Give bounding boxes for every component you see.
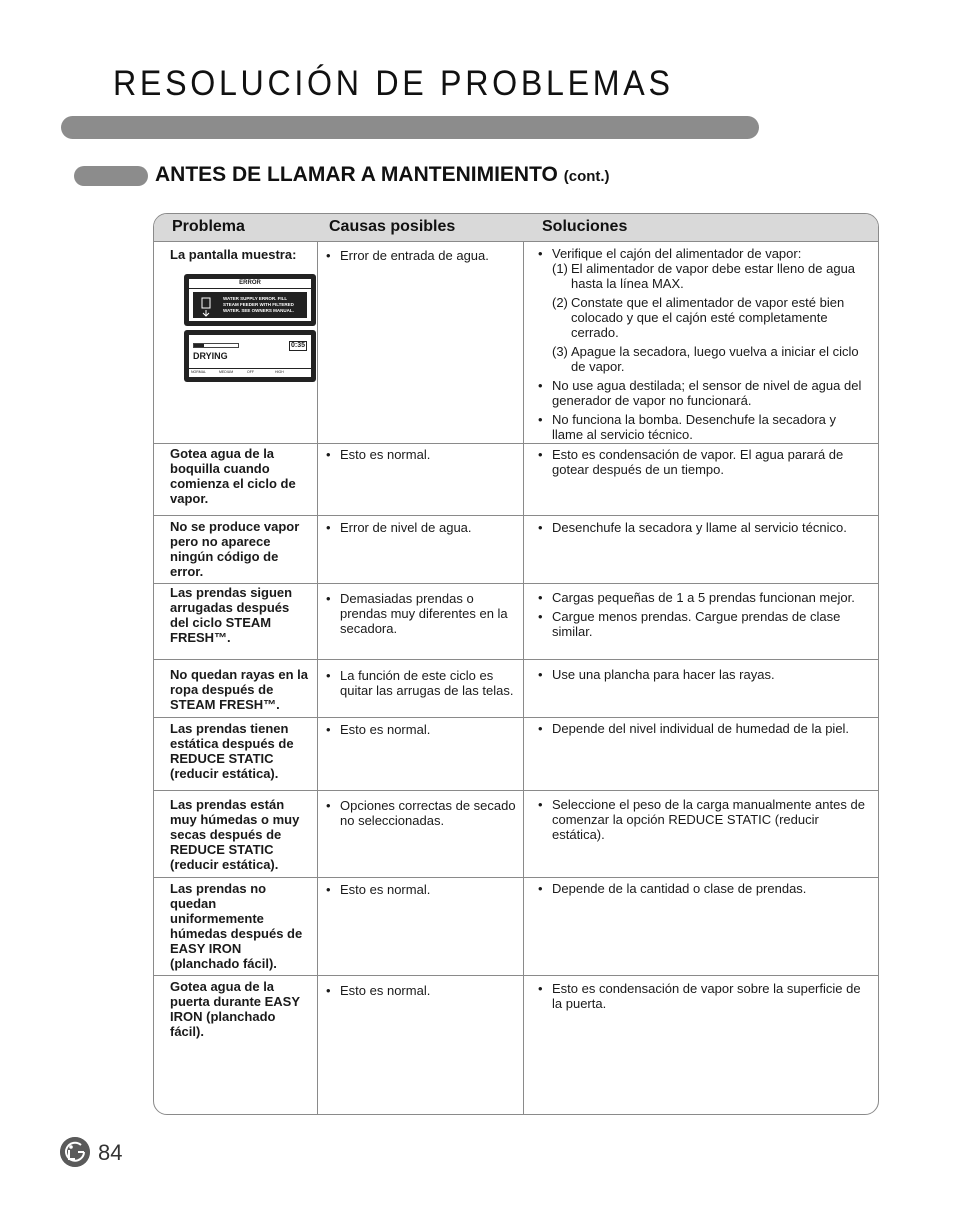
drying-options [189, 368, 311, 377]
solution-item: • Esto es condensación de vapor sobre la superficie de la puerta. [538, 981, 868, 1011]
control-panel-display-image [184, 274, 316, 382]
cause-cell [326, 882, 516, 901]
drying-progress-bar [193, 343, 239, 348]
subitem-number: (1) [552, 261, 568, 276]
solution-item: • Esto es condensación de vapor. El agua parará de gotear después de un tiempo. [538, 447, 868, 477]
table-header [154, 214, 878, 242]
option-label: HIGH [275, 370, 284, 374]
drying-label: DRYING [193, 351, 228, 361]
problem-cell: No quedan rayas en la ropa después de STEAM FRESH™. [170, 667, 308, 712]
solution-subitem [552, 295, 868, 340]
column-divider [317, 242, 318, 1114]
problem-cell: Las prendas no quedan uniformemente húmedas después de EASY IRON (planchado fácil). [170, 881, 303, 971]
cause-cell [326, 798, 516, 832]
cause-item: • La función de este ciclo es quitar las arrugas de las telas. [326, 668, 516, 698]
header-causes: Causas posibles [329, 218, 456, 235]
option-label: MEDIUM [219, 370, 234, 374]
subitem-text: Apague la secadora, luego vuelva a iniciar el ciclo de vapor. [571, 344, 859, 374]
cause-cell [326, 668, 516, 702]
cause-item: • Opciones correctas de secado no seleccionadas. [326, 798, 516, 828]
problem-cell: Gotea agua de la puerta durante EASY IRON (planchado fácil). [170, 979, 300, 1039]
solution-cell [538, 246, 868, 446]
solution-subitem [552, 261, 868, 291]
solution-cell [538, 721, 868, 740]
solution-item: • Verifique el cajón del alimentador de vapor: [538, 246, 868, 261]
cause-cell [326, 722, 516, 741]
solution-item: • Depende de la cantidad o clase de prendas. [538, 881, 868, 896]
cause-cell [326, 248, 516, 267]
cause-item: • Esto es normal. [326, 882, 516, 897]
row-divider [154, 717, 878, 718]
problem-cell: Las prendas tienen estática después de REDUCE STATIC (reducir estática). [170, 721, 294, 781]
section-cont: (cont.) [563, 168, 610, 185]
problem-cell: Las prendas están muy húmedas o muy secas después de REDUCE STATIC (reducir estática). [170, 797, 300, 872]
solution-item: • No funciona la bomba. Desenchufe la secadora y llame al servicio técnico. [538, 412, 868, 442]
subitem-text: El alimentador de vapor debe estar lleno de agua hasta la línea MAX. [571, 261, 856, 291]
cause-item: • Esto es normal. [326, 722, 516, 737]
solution-cell [538, 981, 868, 1015]
subitem-number: (3) [552, 344, 568, 359]
problem-cell: La pantalla muestra: [170, 247, 297, 262]
row-divider [154, 659, 878, 660]
drying-screen [189, 335, 311, 377]
error-screen [189, 279, 311, 321]
problem-cell: Gotea agua de la boquilla cuando comienza el ciclo de vapor. [170, 446, 296, 506]
error-display-panel [184, 274, 316, 326]
solution-item: • Desenchufe la secadora y llame al servicio técnico. [538, 520, 868, 535]
section-pill [74, 166, 148, 186]
row-divider [154, 975, 878, 976]
page-number: 84 [98, 1140, 123, 1165]
option-label: OFF [247, 370, 254, 374]
cause-cell [326, 447, 516, 466]
column-divider [523, 242, 524, 1114]
cause-item: • Error de entrada de agua. [326, 248, 516, 263]
solution-item: • Cargas pequeñas de 1 a 5 prendas funcionan mejor. [538, 590, 868, 605]
solution-cell [538, 520, 868, 539]
page-title: RESOLUCIÓN DE PROBLEMAS [113, 64, 674, 103]
title-bar [61, 116, 759, 139]
drying-time: 0:35 [290, 342, 305, 349]
error-message-box [193, 292, 307, 318]
error-heading: ERROR [189, 279, 311, 289]
subitem-text: Constate que el alimentador de vapor esté bien colocado y que el cajón esté completamente cerrado. [571, 295, 845, 340]
option-label: NORMAL [191, 370, 206, 374]
header-problem: Problema [172, 218, 245, 235]
solution-item: • Use una plancha para hacer las rayas. [538, 667, 868, 682]
subitem-number: (2) [552, 295, 568, 310]
solution-cell [538, 590, 868, 643]
row-divider [154, 583, 878, 584]
cause-cell [326, 520, 516, 539]
problem-cell: No se produce vapor pero no aparece ningún código de error. [170, 519, 300, 579]
row-divider [154, 877, 878, 878]
solution-cell [538, 667, 868, 686]
section-title-text: ANTES DE LLAMAR A MANTENIMIENTO [155, 163, 558, 186]
error-message: WATER SUPPLY ERROR. FILL STEAM FEEDER WITH FILTERED WATER. SEE OWNERS MANUAL. [223, 296, 294, 313]
section-title [155, 163, 610, 187]
solution-item: • Cargue menos prendas. Cargue prendas de clase similar. [538, 609, 868, 639]
problem-cell: Las prendas siguen arrugadas después del ciclo STEAM FRESH™. [170, 585, 293, 645]
header-solutions: Soluciones [542, 218, 628, 235]
drying-display-panel [184, 330, 316, 382]
solution-item: • No use agua destilada; el sensor de nivel de agua del generador de vapor no funcionará. [538, 378, 868, 408]
cause-item: • Esto es normal. [326, 447, 516, 462]
solution-cell [538, 447, 868, 481]
solution-item: • Seleccione el peso de la carga manualmente antes de comenzar la opción REDUCE STATIC (reducir estática). [538, 797, 868, 842]
cause-cell [326, 983, 516, 1002]
cause-item: • Demasiadas prendas o prendas muy diferentes en la secadora. [326, 591, 516, 636]
cause-item: • Error de nivel de agua. [326, 520, 516, 535]
solution-cell [538, 881, 868, 900]
lg-logo-icon [60, 1137, 90, 1167]
solution-subitem [552, 344, 868, 374]
steam-feeder-icon [199, 296, 213, 318]
solution-item: • Depende del nivel individual de humedad de la piel. [538, 721, 868, 736]
troubleshooting-table [153, 213, 879, 1115]
solution-cell [538, 797, 868, 846]
row-divider [154, 790, 878, 791]
cause-cell [326, 591, 516, 640]
cause-item: • Esto es normal. [326, 983, 516, 998]
row-divider [154, 515, 878, 516]
